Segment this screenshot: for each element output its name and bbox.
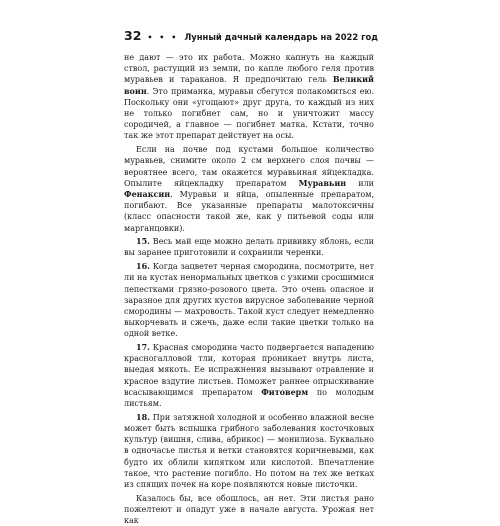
text-run: Когда зацветет черная смородина, посмотрите, нет ли на кустах ненормальных цветков с узкими сросшимися лепестками грязно-розового цвета. Это очень опасное и заразное для других кустов вирусное заболевание черной смородины — махровость. Такой куст следует немедленно выкорчевать и сжечь, даже если такие цветки только на одной ветке. xyxy=(124,262,374,339)
page-number: 32 xyxy=(124,28,142,43)
text-run: Весь май еще можно делать прививку яблонь, если вы заранее приготовили и сохранили черенки. xyxy=(124,237,374,258)
paragraph xyxy=(124,412,374,490)
paragraph xyxy=(124,236,374,258)
text-run: . Это приманка, муравьи сбегутся полакомиться ею. Поскольку они «угощают» друг друга, то каждый из них не только погибнет сам, но и уничтожит массу сородичей, а главное — погибнет матка. Кстати, точно так же этот препарат действует на осы. xyxy=(124,86,374,141)
paragraph xyxy=(124,144,374,234)
text-run: . Муравьи и яйца, опыленные препаратом, погибают. Все указанные препараты малотоксичны (класс опасности такой же, как у питьевой соды или марганцовки). xyxy=(124,189,374,233)
text-run: При затяжной холодной и особенно влажной весне может быть вспышка грибного заболевания косточковых культур (вишня, слива, абрикос) — монилиоза. Буквально в одночасье листья и ветки становятся коричневыми, как будто их облили кипятком или кислотой. Впечатление такое, что растение погибло. Но потом на тех же ветках из спящих почек на коре появляются новые листочки. xyxy=(124,412,374,490)
bold-term: Великий воин xyxy=(124,74,374,96)
text-run: Красная смородина часто подвергается нападению красногалловой тли, которая проникает внутрь листа, выедая мякоть. Ее испражнения вызывают отравление и красное вздутие листьев. Поможет раннее опрыскивание всасывающимся препаратом xyxy=(124,343,374,397)
page-header xyxy=(124,28,379,48)
running-title: Лунный дачный календарь на 2022 год xyxy=(184,32,379,42)
paragraph xyxy=(124,261,374,339)
bold-term: 18. xyxy=(136,411,150,422)
bold-term: Муравьин xyxy=(298,177,347,188)
text-run: Если на почве под кустами большое количество муравьев, снимите около 2 см верхнего слоя почвы — вероятнее всего, там окажется муравьиная яйцекладка. Опылите яйцекладку препаратом xyxy=(124,145,374,188)
bold-term: Фитоверм xyxy=(261,386,309,397)
paragraph xyxy=(124,52,374,142)
bold-term: Фенаксин xyxy=(124,188,171,199)
text-run: по молодым листьям. xyxy=(124,387,375,409)
bold-term: 16. xyxy=(136,261,150,272)
header-dots-ornament: • • • xyxy=(147,33,179,42)
bold-term: 17. xyxy=(136,342,150,353)
text-run: Казалось бы, все обошлось, ан нет. Эти листья рано пожелтеют и опадут уже в начале августа. Урожая нет как xyxy=(124,493,374,526)
book-page xyxy=(124,28,379,526)
bold-term: 15. xyxy=(136,236,150,247)
body-text xyxy=(124,52,374,526)
text-run: или xyxy=(346,178,374,188)
paragraph xyxy=(124,493,374,526)
text-run: не дают — это их работа. Можно капнуть на каждый ствол, растущий из земли, по капле любого геля против муравьев и тараканов. Я предпочитаю гель xyxy=(124,53,374,85)
paragraph xyxy=(124,342,374,409)
